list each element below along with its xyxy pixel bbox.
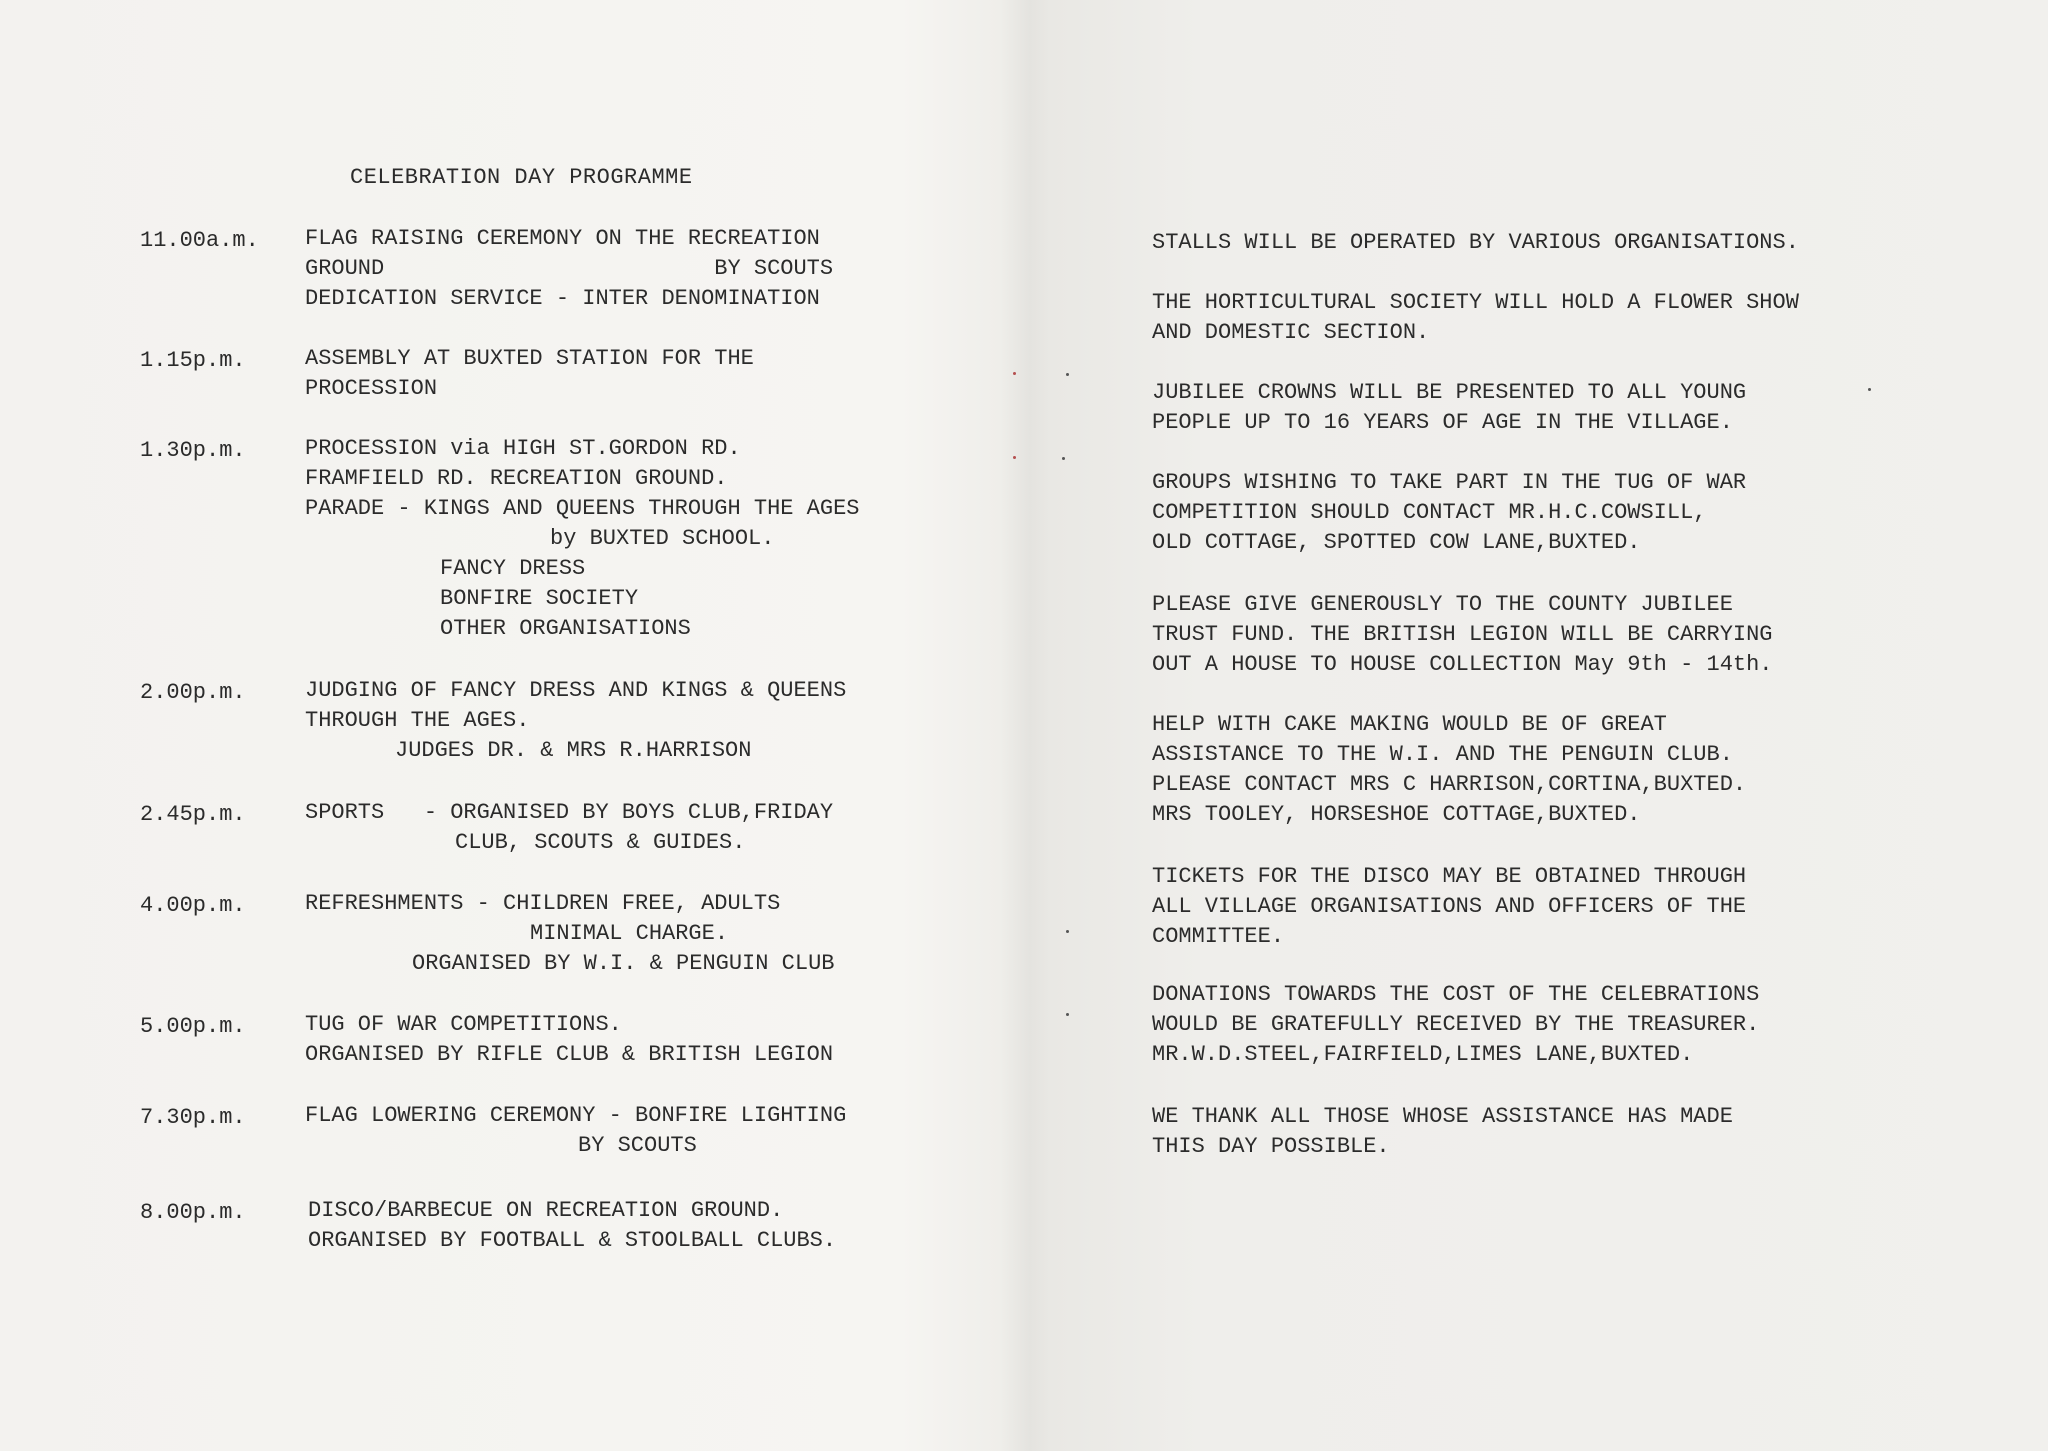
entry-line: FLAG RAISING CEREMONY ON THE RECREATION [305,226,820,251]
right-page [1030,0,2048,1451]
notice-line: MR.W.D.STEEL,FAIRFIELD,LIMES LANE,BUXTED. [1152,1042,1694,1067]
entry-line: DISCO/BARBECUE ON RECREATION GROUND. [308,1198,784,1223]
entry-line: BONFIRE SOCIETY [440,586,639,611]
entry-line: FRAMFIELD RD. RECREATION GROUND. [305,466,728,491]
entry-line: CLUB, SCOUTS & GUIDES. [455,830,746,855]
notice-line: JUBILEE CROWNS WILL BE PRESENTED TO ALL YOUNG [1152,380,1747,405]
paper-speck [1868,388,1871,391]
notice-line: ALL VILLAGE ORGANISATIONS AND OFFICERS OF THE [1152,894,1747,919]
notice-line: COMMITTEE. [1152,924,1285,949]
entry-line: ORGANISED BY RIFLE CLUB & BRITISH LEGION [305,1042,834,1067]
entry-time: 8.00p.m. [140,1200,246,1225]
notice-line: HELP WITH CAKE MAKING WOULD BE OF GREAT [1152,712,1667,737]
entry-line: BY SCOUTS [578,1133,697,1158]
notice-line: THE HORTICULTURAL SOCIETY WILL HOLD A FLOWER SHOW [1152,290,1799,315]
notice-line: THIS DAY POSSIBLE. [1152,1134,1390,1159]
entry-line: SPORTS - ORGANISED BY BOYS CLUB,FRIDAY [305,800,834,825]
entry-time: 1.15p.m. [140,348,246,373]
notice-line: WE THANK ALL THOSE WHOSE ASSISTANCE HAS MADE [1152,1104,1733,1129]
entry-line: MINIMAL CHARGE. [530,921,729,946]
entry-line: DEDICATION SERVICE - INTER DENOMINATION [305,286,820,311]
notice-line: PLEASE GIVE GENEROUSLY TO THE COUNTY JUBILEE [1152,592,1733,617]
paper-speck [1066,1013,1069,1016]
notice-line: TICKETS FOR THE DISCO MAY BE OBTAINED THROUGH [1152,864,1747,889]
notice-line: COMPETITION SHOULD CONTACT MR.H.C.COWSILL, [1152,500,1707,525]
entry-time: 5.00p.m. [140,1014,246,1039]
paper-speck [1066,373,1069,376]
notice-line: PEOPLE UP TO 16 YEARS OF AGE IN THE VILLAGE. [1152,410,1733,435]
entry-time: 11.00a.m. [140,228,259,253]
entry-line: JUDGING OF FANCY DRESS AND KINGS & QUEENS [305,678,847,703]
entry-time: 2.45p.m. [140,802,246,827]
entry-time: 7.30p.m. [140,1105,246,1130]
entry-line: PROCESSION via HIGH ST.GORDON RD. [305,436,741,461]
paper-speck [1066,930,1069,933]
entry-line: ORGANISED BY W.I. & PENGUIN CLUB [412,951,835,976]
programme-title: CELEBRATION DAY PROGRAMME [350,165,693,190]
entry-line: by BUXTED SCHOOL. [550,526,775,551]
entry-line: GROUND BY SCOUTS [305,256,834,281]
paper-speck [1062,457,1065,460]
notice-line: TRUST FUND. THE BRITISH LEGION WILL BE CARRYING [1152,622,1773,647]
notice-line: PLEASE CONTACT MRS C HARRISON,CORTINA,BUXTED. [1152,772,1747,797]
entry-line: JUDGES DR. & MRS R.HARRISON [395,738,752,763]
entry-time: 1.30p.m. [140,438,246,463]
entry-line: TUG OF WAR COMPETITIONS. [305,1012,622,1037]
notice-line: WOULD BE GRATEFULLY RECEIVED BY THE TREASURER. [1152,1012,1760,1037]
entry-line: ORGANISED BY FOOTBALL & STOOLBALL CLUBS. [308,1228,837,1253]
notice-line: MRS TOOLEY, HORSESHOE COTTAGE,BUXTED. [1152,802,1641,827]
notice-line: AND DOMESTIC SECTION. [1152,320,1430,345]
notice-line: ASSISTANCE TO THE W.I. AND THE PENGUIN CLUB. [1152,742,1733,767]
entry-line: PROCESSION [305,376,438,401]
entry-time: 2.00p.m. [140,680,246,705]
entry-time: 4.00p.m. [140,893,246,918]
entry-line: OTHER ORGANISATIONS [440,616,691,641]
notice-line: STALLS WILL BE OPERATED BY VARIOUS ORGANISATIONS. [1152,230,1799,255]
entry-line: THROUGH THE AGES. [305,708,530,733]
entry-line: ASSEMBLY AT BUXTED STATION FOR THE [305,346,754,371]
notice-line: OLD COTTAGE, SPOTTED COW LANE,BUXTED. [1152,530,1641,555]
notice-line: GROUPS WISHING TO TAKE PART IN THE TUG OF WAR [1152,470,1747,495]
notice-line: DONATIONS TOWARDS THE COST OF THE CELEBRATIONS [1152,982,1760,1007]
notice-line: OUT A HOUSE TO HOUSE COLLECTION May 9th - 14th. [1152,652,1773,677]
entry-line: PARADE - KINGS AND QUEENS THROUGH THE AGES [305,496,860,521]
entry-line: REFRESHMENTS - CHILDREN FREE, ADULTS [305,891,781,916]
entry-line: FANCY DRESS [440,556,586,581]
paper-speck [1013,456,1016,459]
entry-line: FLAG LOWERING CEREMONY - BONFIRE LIGHTING [305,1103,847,1128]
paper-speck [1013,372,1016,375]
